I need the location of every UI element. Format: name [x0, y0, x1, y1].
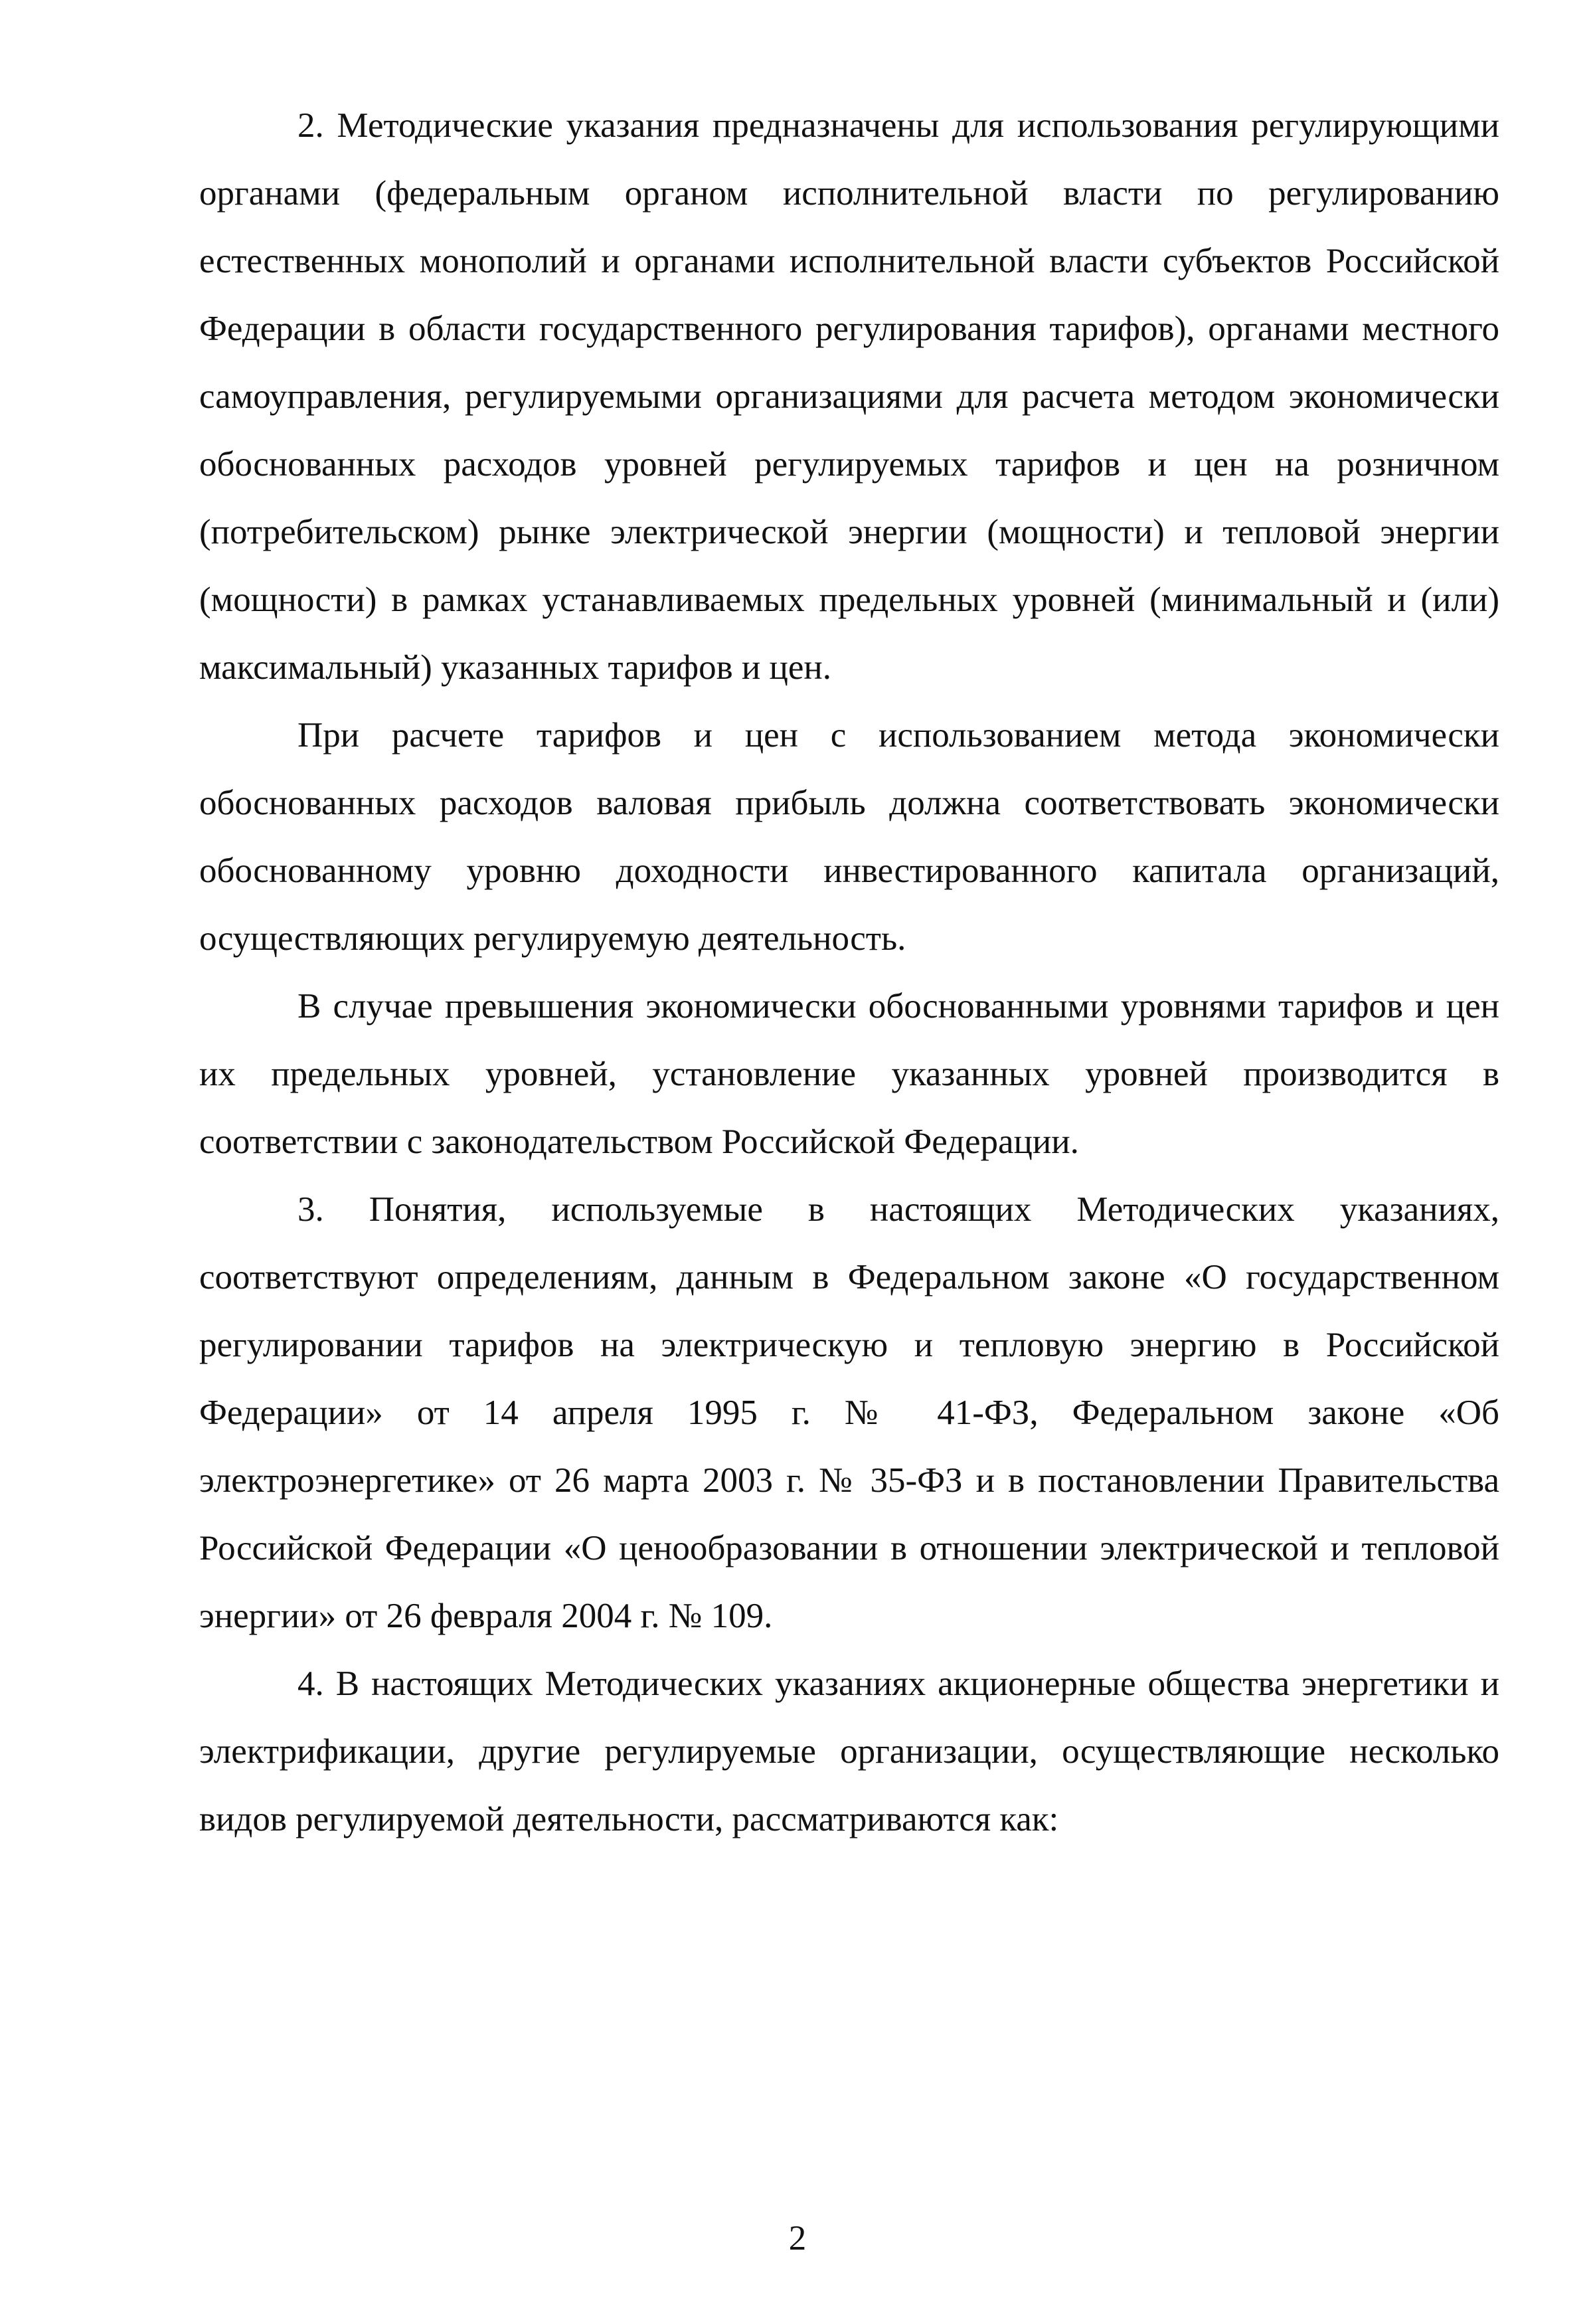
page-number: 2 [788, 2219, 807, 2258]
paragraph-4-organizations: 4. В настоящих Методических указаниях акционерные общества энергетики и электрификации, другие регулируемые организации, осуществляющие несколько видов регулируемой деятельности, рассматриваются как: [199, 1664, 1499, 1838]
document-body [199, 92, 1499, 1853]
paragraph-2-purpose: 2. Методические указания предназначены для использования регулирующими органами (федеральным органом исполнительной власти по регулированию естественных монополий и органами исполнительной власти субъектов Российской Федерации в области государственного регулирования тарифов), органами местного самоуправления, регулируемыми организациями для расчета методом экономически обоснованных расходов уровней регулируемых тарифов и цен на розничном (потребительском) рынке электрической энергии (мощности) и тепловой энергии (мощности) в рамках устанавливаемых предельных уровней (минимальный и (или) максимальный) указанных тарифов и цен. [199, 106, 1499, 687]
paragraph-profit-calculation: При расчете тарифов и цен с использованием метода экономически обоснованных расходов валовая прибыль должна соответствовать экономически обоснованному уровню доходности инвестированного капитала организаций, осуществляющих регулируемую деятельность. [199, 716, 1499, 958]
paragraph-limit-excess: В случае превышения экономически обоснованными уровнями тарифов и цен их предельных уровней, установление указанных уровней производится в соответствии с законодательством Российской Федерации. [199, 987, 1499, 1161]
paragraph-3-definitions: 3. Понятия, используемые в настоящих Методических указаниях, соответствуют определениям, данным в Федеральном законе «О государственном регулировании тарифов на электрическую и тепловую энергию в Российской Федерации» от 14 апреля 1995 г. № 41-ФЗ, Федеральном законе «Об электроэнергетике» от 26 марта 2003 г. № 35-ФЗ и в постановлении Правительства Российской Федерации «О ценообразовании в отношении электрической и тепловой энергии» от 26 февраля 2004 г. № 109. [199, 1190, 1499, 1635]
